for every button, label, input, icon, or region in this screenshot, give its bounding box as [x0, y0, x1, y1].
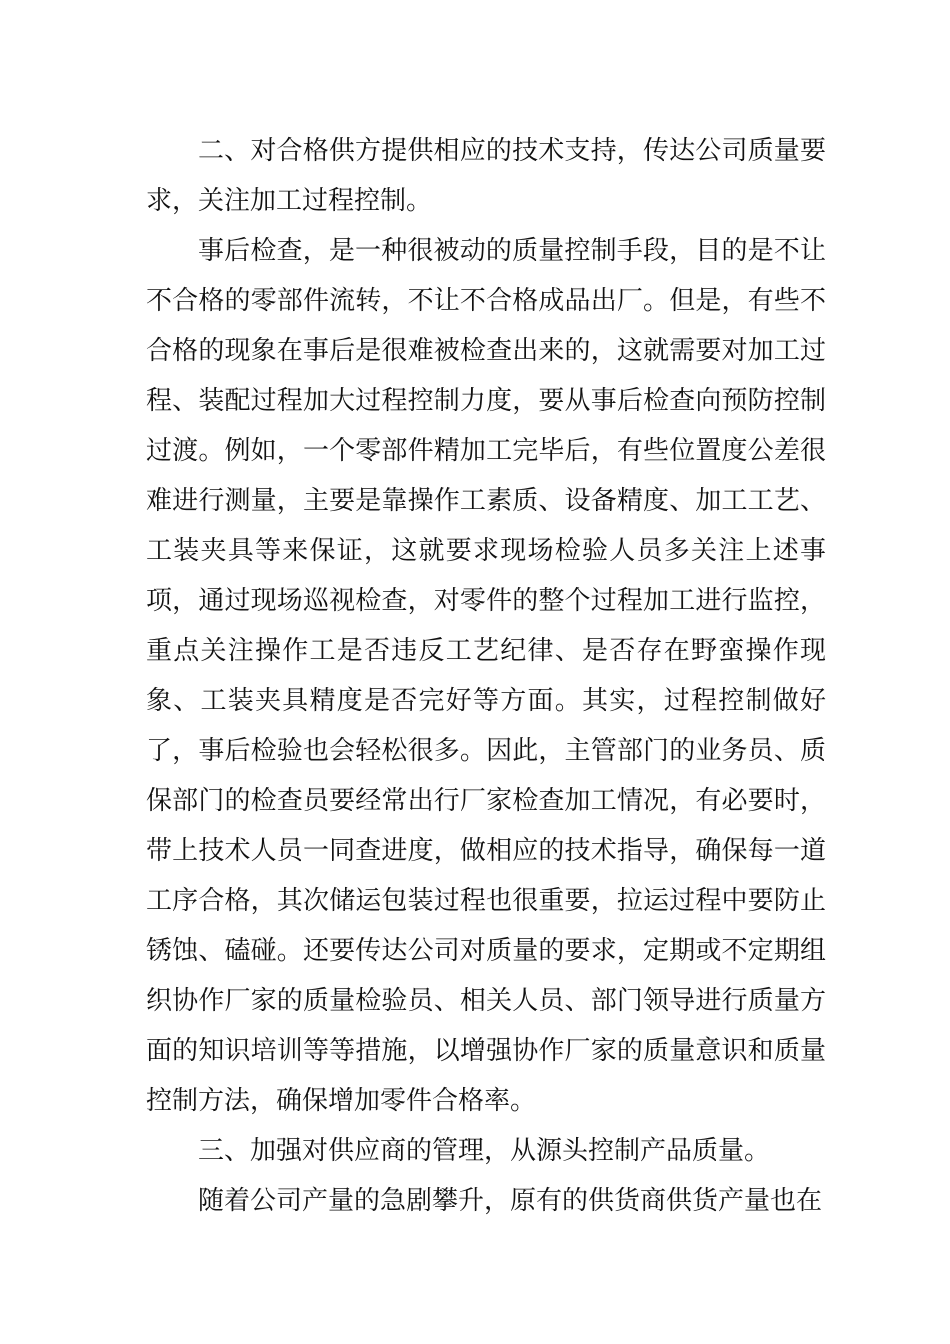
paragraph-body-2: 随着公司产量的急剧攀升，原有的供货商供货产量也在 — [198, 1186, 823, 1216]
paragraph-heading-3: 三、加强对供应商的管理，从源头控制产品质量。 — [198, 1136, 771, 1166]
document-body — [146, 126, 826, 1226]
paragraph-body-1: 事后检查，是一种很被动的质量控制手段，目的是不让不合格的零部件流转，不让不合格成品出厂。但是，有些不合格的现象在事后是很难被检查出来的，这就需要对加工过程、装配过程加大过程控制力度，要从事后检查向预防控制过渡。例如，一个零部件精加工完毕后，有些位置度公差很难进行测量，主要是靠操作工素质、设备精度、加工工艺、工装夹具等来保证，这就要求现场检验人员多关注上述事项，通过现场巡视检查，对零件的整个过程加工进行监控，重点关注操作工是否违反工艺纪律、是否存在野蛮操作现象、工装夹具精度是否完好等方面。其实，过程控制做好了，事后检验也会轻松很多。因此，主管部门的业务员、质保部门的检查员要经常出行厂家检查加工情况，有必要时，带上技术人员一同查进度，做相应的技术指导，确保每一道工序合格，其次储运包装过程也很重要，拉运过程中要防止锈蚀、磕碰。还要传达公司对质量的要求，定期或不定期组织协作厂家的质量检验员、相关人员、部门领导进行质量方面的知识培训等等措施，以增强协作厂家的质量意识和质量控制方法，确保增加零件合格率。 — [146, 236, 826, 1116]
paragraph-heading-2: 二、对合格供方提供相应的技术支持，传达公司质量要求，关注加工过程控制。 — [146, 136, 826, 216]
